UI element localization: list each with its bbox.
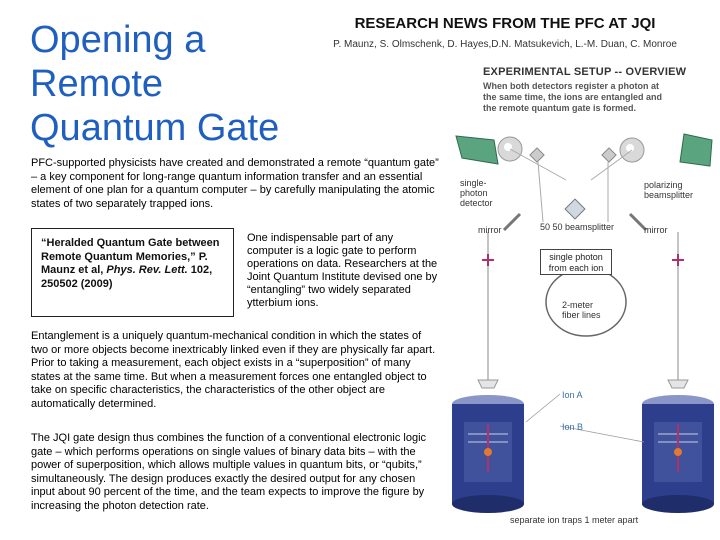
citation-journal: Phys. Rev. Lett. (106, 264, 188, 276)
headline: RESEARCH NEWS FROM THE PFC AT JQI (354, 15, 656, 32)
left-photon-icon (482, 254, 494, 266)
label-beamsplitter: 50 50 beamsplitter (540, 222, 615, 232)
slide-title: Opening a Remote Quantum Gate (30, 19, 280, 149)
label-ion-a: Ion A (562, 390, 583, 400)
label-mirror-right: mirror (644, 225, 668, 235)
entanglement-paragraph: Entanglement is a uniquely quantum-mechanical condition in which the states of two or more objects become inextricably linked even if they are physically far apart. Prior to taking a measurement, each object exists in a “superposition” of many states at the same time. But when a measurement forces one entangled object to take on specific characteristics, the characteristics of the other object are automatically determined. (31, 330, 436, 410)
photon-label-box: single photon from each ion (540, 249, 612, 275)
citation-text: “Heralded Quantum Gate between Remote Quantum Memories,” P. Maunz et al, (41, 237, 220, 276)
right-photon-icon (672, 254, 684, 266)
gate-design-paragraph: The JQI gate design thus combines the function of a conventional electronic logic gate – which performs operations on single values of binary data bits – with the power of superposition, which allows multiple values in quantum bits, or “qubits,” simultaneously. The design produces exactly the desired output for any chosen input about 90 percent of the time, and the team expects to improve the figure by increasing the photon detection rate. (31, 432, 427, 512)
label-detector: single-photon detector (460, 178, 493, 208)
citation-ref: 102, 250502 (2009) (41, 264, 213, 290)
figure-title: EXPERIMENTAL SETUP -- OVERVIEW (483, 66, 687, 78)
label-bottom: separate ion traps 1 meter apart (510, 515, 639, 525)
label-splitter: polarizing beamsplitter (644, 180, 694, 200)
authors: P. Maunz, S. Olmschenk, D. Hayes,D.N. Matsukevich, L.-M. Duan, C. Monroe (333, 39, 677, 50)
experimental-setup-figure (448, 62, 720, 532)
label-ion-b: Ion B (562, 422, 584, 432)
figure-caption: When both detectors register a photon at the same time, the ions are entangled and the remote quantum gate is formed. (483, 81, 663, 113)
right-ion-trap-icon (642, 395, 714, 513)
side-paragraph: One indispensable part of any computer is a logic gate to perform operations on data. Researchers at the Joint Quantum Institute devised one by “entangling” two widely separated ytterbium ions. (247, 232, 438, 309)
left-ion-trap-icon (452, 395, 524, 513)
citation-box (31, 228, 234, 317)
intro-paragraph: PFC-supported physicists have created and demonstrated a remote “quantum gate” – a key component for long-range quantum information transfer and an essential element of one plan for a quantum computer – by carefully manipulating the atomic states of two separately trapped ions. (31, 157, 439, 210)
label-fiber: 2-meter fiber lines (562, 300, 601, 320)
right-detector-icon (620, 134, 712, 166)
setup-diagram (448, 62, 720, 532)
label-mirror-left: mirror (478, 225, 502, 235)
